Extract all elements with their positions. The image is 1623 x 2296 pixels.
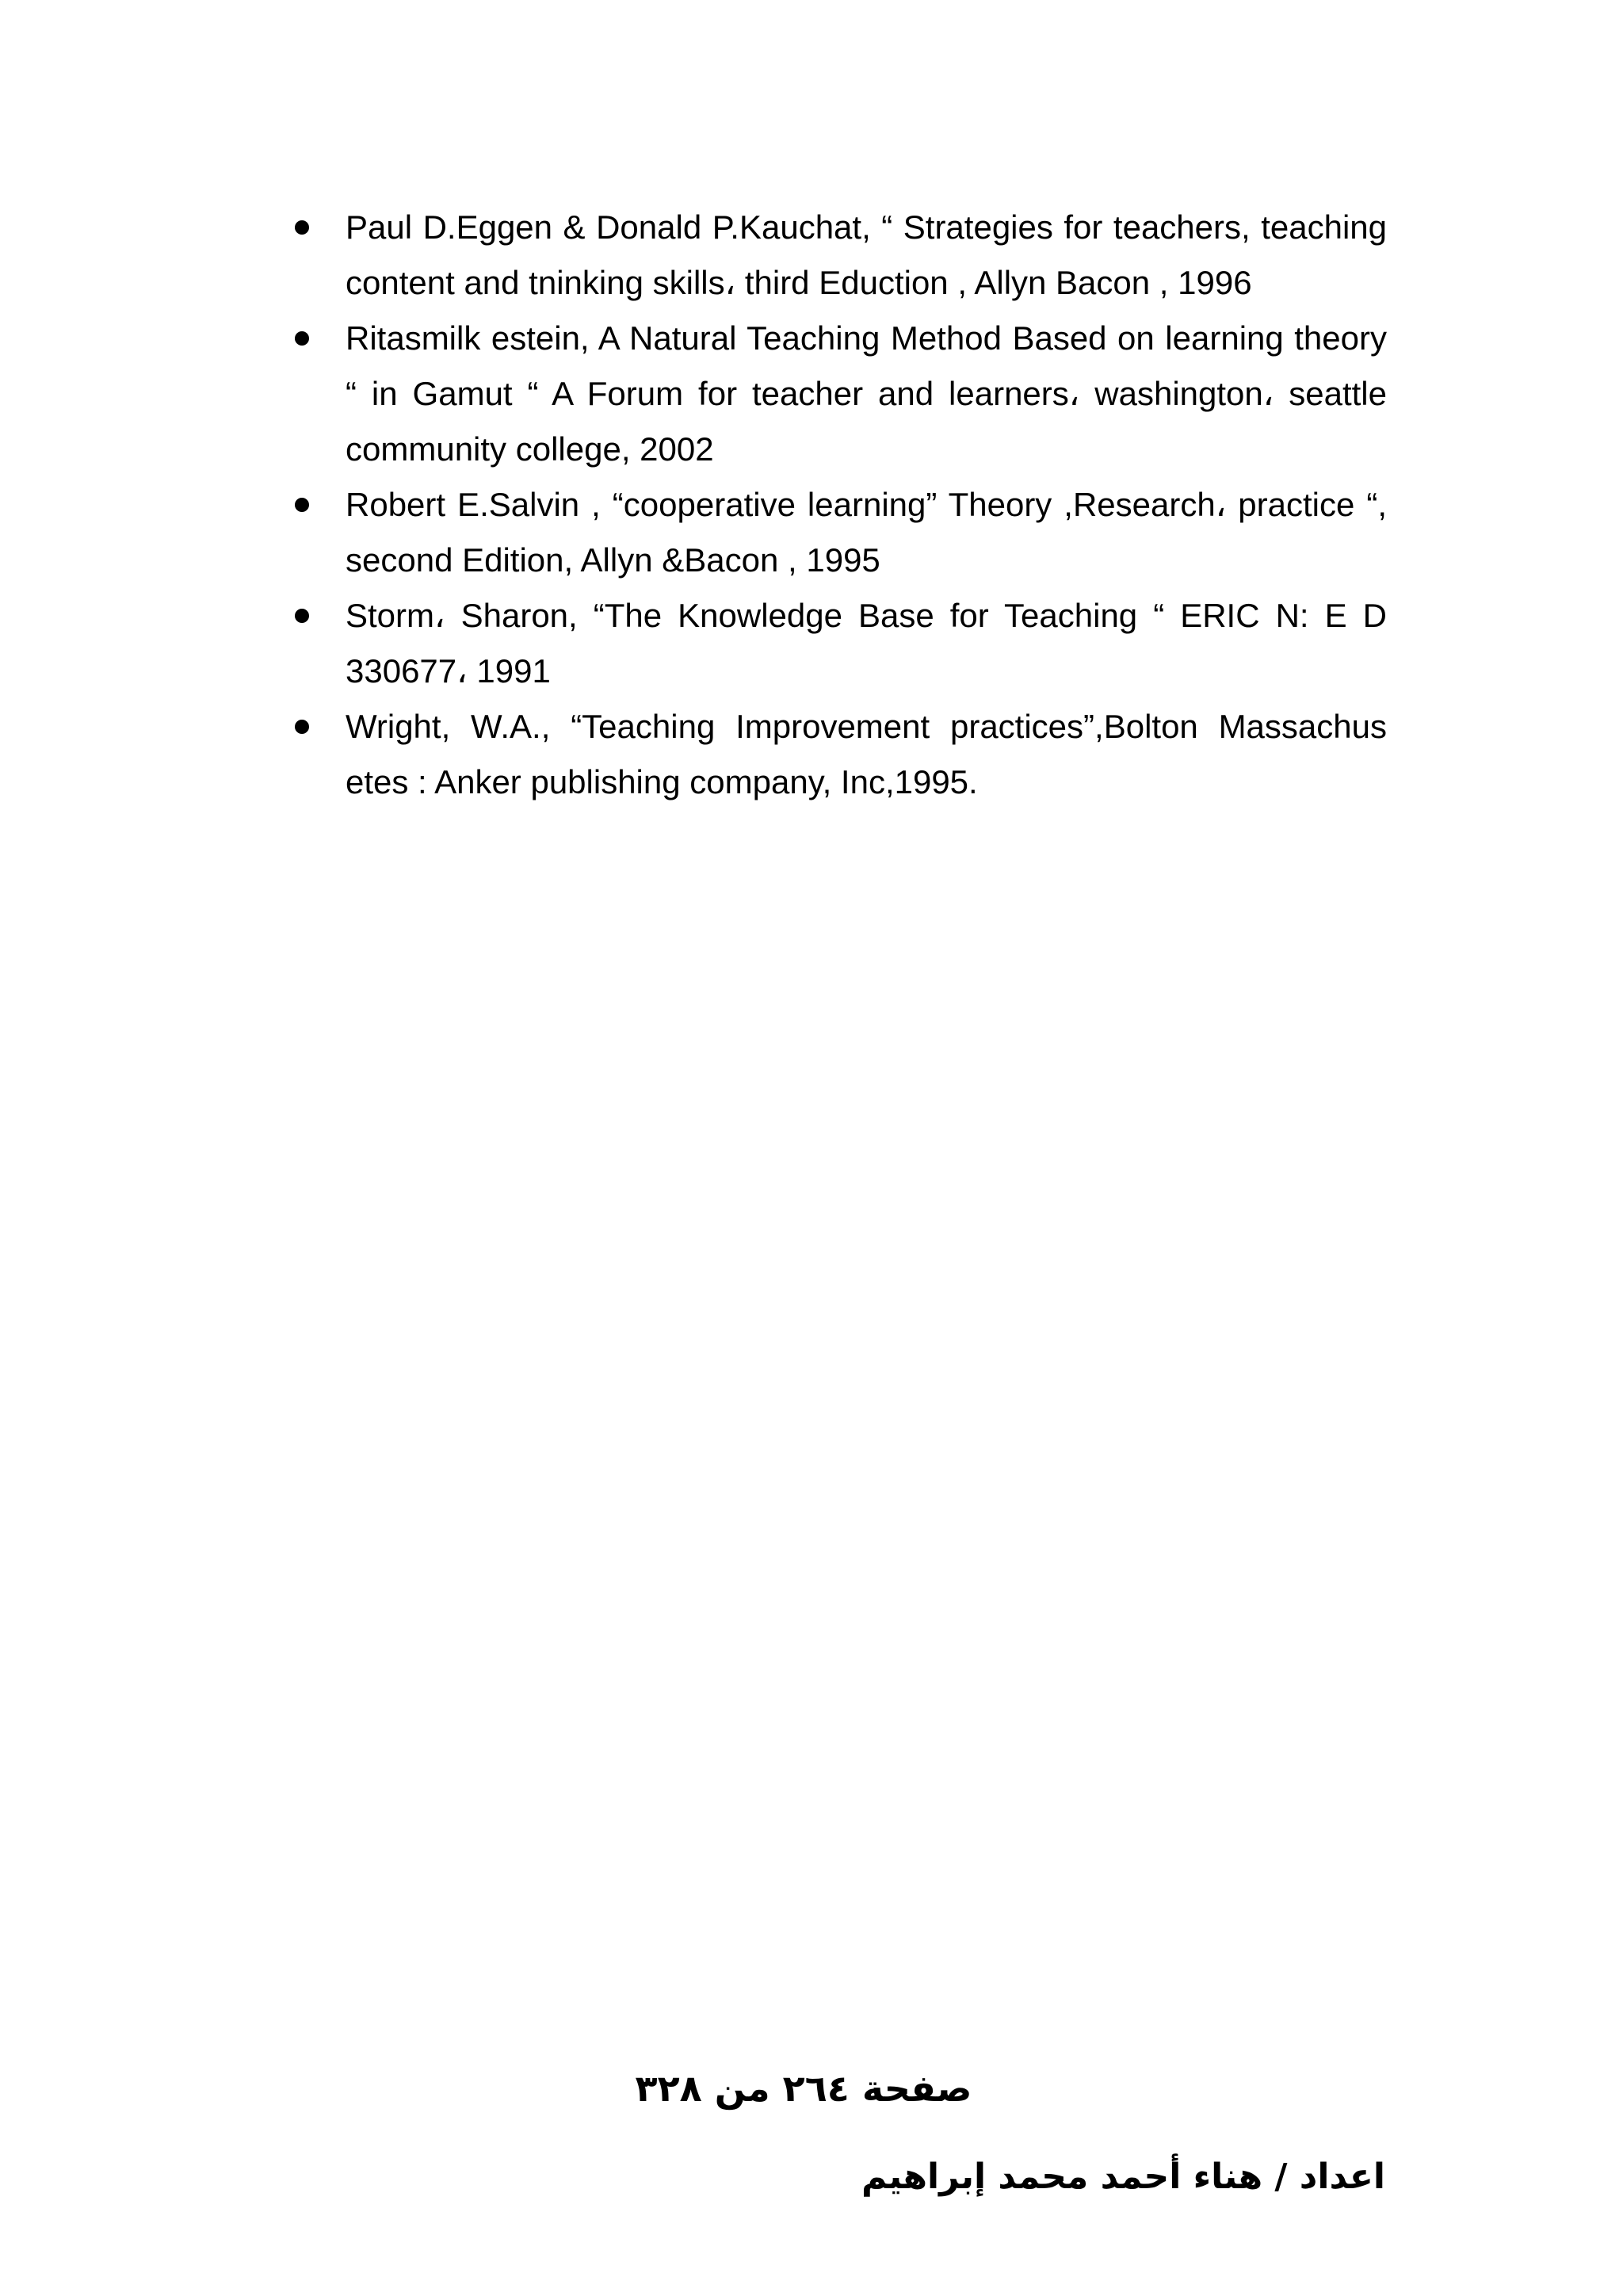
reference-text: Storm، Sharon, “The Knowledge Base for Teaching “ ERIC N: E D 330677، 1991	[346, 597, 1387, 690]
reference-item	[293, 477, 1387, 588]
page-number-text: صفحة ٢٦٤ من ٣٢٨	[635, 2067, 972, 2110]
author-credit: اعداد / هناء أحمد محمد إبراهيم	[861, 2157, 1385, 2197]
reference-text: Paul D.Eggen & Donald P.Kauchat, “ Strategies for teachers, teaching content and tninking skills، third Eduction , Allyn Bacon , 1996	[346, 208, 1387, 301]
bullet-icon	[295, 498, 309, 512]
bullet-icon	[295, 220, 309, 235]
reference-text: Ritasmilk estein, A Natural Teaching Method Based on learning theory “ in Gamut “ A Forum for teacher and learners، washington، seattle community college, 2002	[346, 319, 1387, 468]
reference-item	[293, 699, 1387, 810]
bullet-icon	[295, 720, 309, 734]
bullet-icon	[295, 609, 309, 623]
reference-text: Robert E.Salvin , “cooperative learning” Theory ,Research، practice “, second Edition, Allyn &Bacon , 1995	[346, 486, 1387, 579]
page-number	[0, 2061, 1623, 2116]
reference-list	[293, 200, 1387, 810]
bullet-icon	[295, 331, 309, 346]
reference-item	[293, 311, 1387, 477]
reference-text: Wright, W.A., “Teaching Improvement practices”,Bolton Massachus etes : Anker publishing company, Inc,1995.	[346, 708, 1387, 800]
reference-item	[293, 588, 1387, 699]
reference-item	[293, 200, 1387, 311]
